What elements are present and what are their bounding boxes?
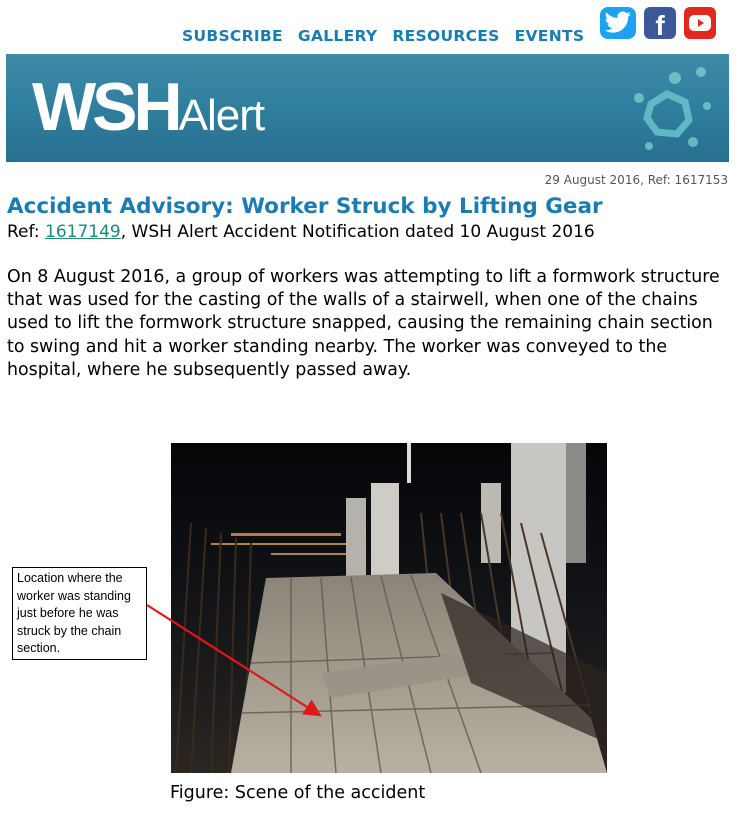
ref-link[interactable]: 1617149 [45, 222, 121, 242]
accident-scene-photo [171, 443, 607, 773]
facebook-icon[interactable]: f [644, 7, 676, 39]
reference-line [7, 222, 595, 242]
nav-subscribe[interactable]: SUBSCRIBE [182, 27, 283, 45]
article-body: On 8 August 2016, a group of workers was attempting to lift a formwork structure that was used for the casting of the walls of a stairwell, when one of the chains used to lift the formwork structure snapped, causing the remaining chain section to swing and hit a worker standing nearby. The worker was conveyed to the hospital, where he subsequently passed away. [7, 267, 720, 380]
top-nav [182, 27, 599, 45]
nav-gallery[interactable]: GALLERY [297, 27, 378, 45]
issue-date-ref: 29 August 2016, Ref: 1617153 [544, 173, 728, 187]
page-title: Accident Advisory: Worker Struck by Lifting Gear [7, 194, 603, 219]
twitter-icon[interactable] [600, 7, 636, 39]
nav-resources[interactable]: RESOURCES [392, 27, 500, 45]
youtube-icon[interactable] [684, 7, 716, 39]
figure-caption: Figure: Scene of the accident [170, 783, 426, 803]
header-banner [6, 54, 729, 162]
ref-suffix: , WSH Alert Accident Notification dated 10 August 2016 [120, 222, 595, 242]
social-links [600, 7, 716, 39]
wsh-alert-logo[interactable]: WSHAlert [32, 69, 265, 145]
location-callout: Location where the worker was standing just before he was struck by the chain section. [12, 567, 147, 660]
nav-events[interactable]: EVENTS [514, 27, 585, 45]
logo-mark-icon [589, 54, 729, 162]
ref-prefix: Ref: [7, 222, 46, 242]
